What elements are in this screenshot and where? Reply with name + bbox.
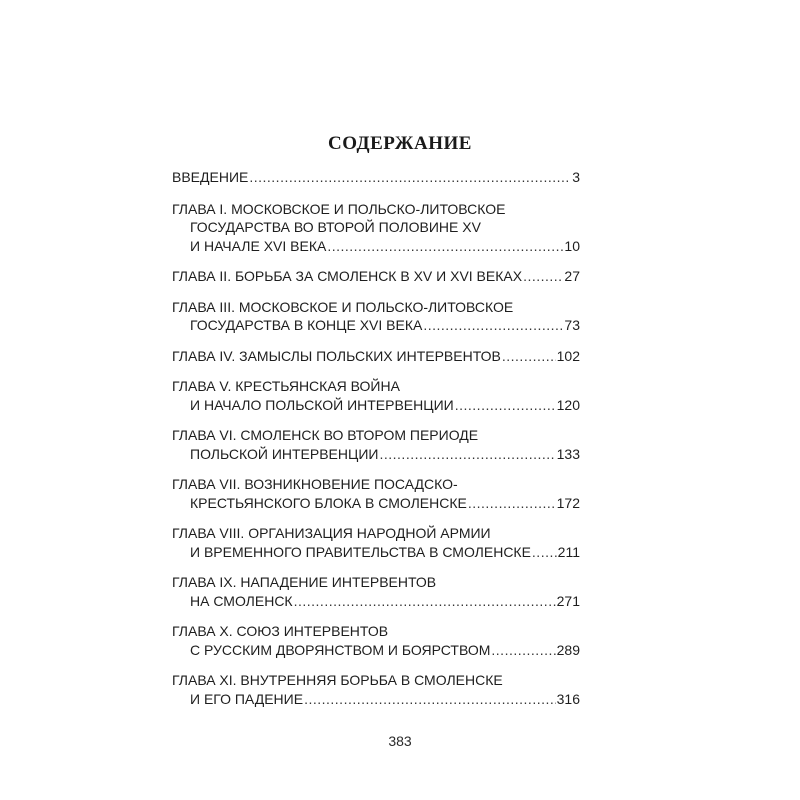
- dot-leader: [304, 690, 556, 709]
- table-of-contents: [172, 168, 580, 720]
- toc-page-number: 27: [564, 268, 580, 284]
- toc-entry-line: ГЛАВА VIII. ОРГАНИЗАЦИЯ НАРОДНОЙ АРМИИ: [172, 525, 491, 541]
- toc-entry-text: И НАЧАЛЕ XVI ВЕКА: [190, 237, 327, 254]
- toc-entry-line: ГОСУДАРСТВА ВО ВТОРОЙ ПОЛОВИНЕ XV: [190, 219, 481, 235]
- toc-page-number: 271: [556, 592, 580, 609]
- toc-entry-text: НА СМОЛЕНСК: [190, 592, 293, 609]
- toc-page-number: 73: [564, 317, 580, 333]
- toc-entry-text: И НАЧАЛО ПОЛЬСКОЙ ИНТЕРВЕНЦИИ: [190, 396, 454, 413]
- toc-entry-line: [172, 494, 580, 513]
- toc-entry-line: [172, 347, 580, 366]
- toc-entry-line: [172, 316, 580, 335]
- toc-page-number: 3: [572, 169, 580, 185]
- toc-entry-line: [172, 641, 580, 660]
- dot-leader: [455, 396, 556, 415]
- toc-entry-line: [172, 543, 580, 562]
- toc-entry: [172, 347, 580, 366]
- toc-entry-line: [172, 168, 580, 187]
- toc-entry-text: И ЕГО ПАДЕНИЕ: [190, 690, 304, 707]
- toc-page-number: 102: [556, 347, 580, 364]
- toc-entry: [172, 524, 580, 561]
- toc-entry: [172, 475, 580, 512]
- toc-entry-line: [172, 396, 580, 415]
- toc-entry-line: [172, 690, 580, 709]
- toc-page-number: 316: [556, 690, 580, 707]
- toc-entry-text: ПОЛЬСКОЙ ИНТЕРВЕНЦИИ: [190, 445, 379, 462]
- toc-entry-line: ГЛАВА I. МОСКОВСКОЕ И ПОЛЬСКО-ЛИТОВСКОЕ: [172, 200, 506, 217]
- dot-leader: [523, 267, 563, 286]
- toc-entry-line: ГЛАВА III. МОСКОВСКОЕ И ПОЛЬСКО-ЛИТОВСКОЕ: [172, 298, 514, 315]
- toc-entry-line: ГЛАВА X. СОЮЗ ИНТЕРВЕНТОВ: [172, 623, 389, 639]
- toc-entry-line: [172, 592, 580, 611]
- toc-entry: [172, 200, 580, 256]
- toc-entry: [172, 573, 580, 610]
- dot-leader: [502, 347, 556, 366]
- toc-entry-line: ГЛАВА VII. ВОЗНИКНОВЕНИЕ ПОСАДСКО-: [172, 476, 458, 492]
- toc-page-number: 10: [564, 237, 580, 254]
- toc-page-number: 120: [556, 396, 580, 413]
- toc-entry-line: ГЛАВА VI. СМОЛЕНСК ВО ВТОРОМ ПЕРИОДЕ: [172, 427, 479, 443]
- dot-leader: [532, 543, 557, 562]
- toc-entry-line: ГЛАВА XI. ВНУТРЕННЯЯ БОРЬБА В СМОЛЕНСКЕ: [172, 672, 503, 688]
- toc-entry: [172, 298, 580, 335]
- toc-page-number: 211: [557, 543, 580, 560]
- dot-leader: [468, 494, 556, 513]
- toc-entry-text: И ВРЕМЕННОГО ПРАВИТЕЛЬСТВА В СМОЛЕНСКЕ: [190, 543, 531, 560]
- toc-entry-line: [172, 267, 580, 286]
- toc-entry-text: КРЕСТЬЯНСКОГО БЛОКА В СМОЛЕНСКЕ: [190, 494, 467, 511]
- toc-entry-text: ГЛАВА IV. ЗАМЫСЛЫ ПОЛЬСКИХ ИНТЕРВЕНТОВ: [172, 347, 501, 364]
- toc-entry: [172, 168, 580, 187]
- dot-leader: [491, 641, 555, 660]
- toc-entry-text: ВВЕДЕНИЕ: [172, 169, 249, 185]
- dot-leader: [423, 316, 563, 335]
- toc-entry: [172, 671, 580, 708]
- toc-page-number: 289: [556, 641, 580, 658]
- toc-entry: [172, 426, 580, 463]
- dot-leader: [294, 592, 556, 611]
- toc-entry: [172, 267, 580, 286]
- toc-entry-line: ГЛАВА V. КРЕСТЬЯНСКАЯ ВОЙНА: [172, 378, 400, 394]
- toc-entry-line: [172, 237, 580, 256]
- toc-page-number: 172: [556, 494, 580, 511]
- toc-entry: [172, 622, 580, 659]
- page-number: 383: [388, 733, 412, 749]
- dot-leader: [327, 237, 563, 256]
- toc-entry-line: [172, 445, 580, 464]
- dot-leader: [249, 168, 571, 187]
- toc-entry-line: ГЛАВА IX. НАПАДЕНИЕ ИНТЕРВЕНТОВ: [172, 574, 437, 590]
- toc-entry: [172, 377, 580, 414]
- dot-leader: [379, 445, 555, 464]
- toc-entry-text: С РУССКИМ ДВОРЯНСТВОМ И БОЯРСТВОМ: [190, 641, 491, 658]
- toc-page-number: 133: [556, 445, 580, 462]
- toc-entry-text: ГОСУДАРСТВА В КОНЦЕ XVI ВЕКА: [190, 317, 423, 333]
- page-title: СОДЕРЖАНИЕ: [328, 133, 472, 154]
- toc-entry-text: ГЛАВА II. БОРЬБА ЗА СМОЛЕНСК В XV И XVI ВЕКАХ: [172, 268, 523, 284]
